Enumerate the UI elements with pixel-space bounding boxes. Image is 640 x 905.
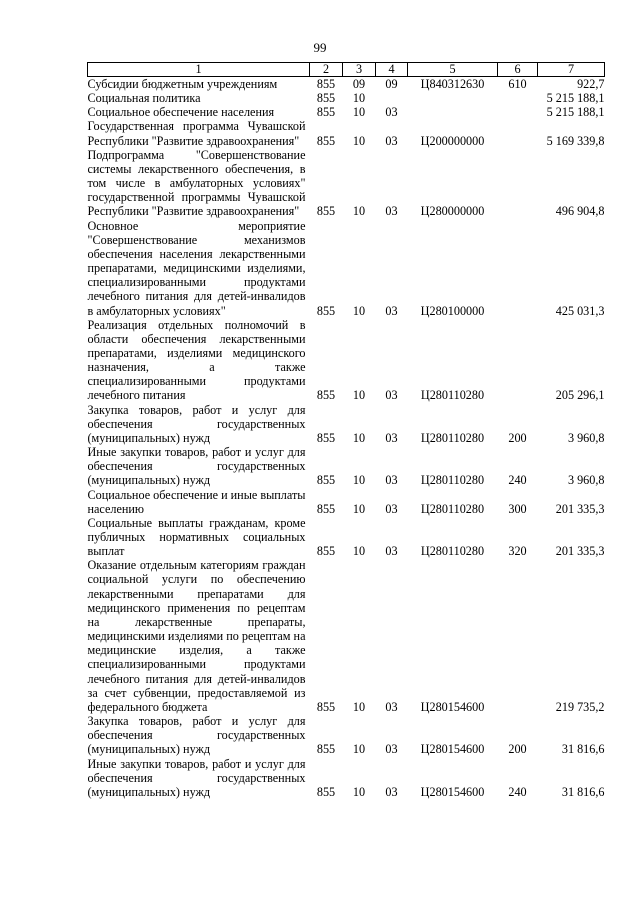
row-vr-cell [498,91,538,105]
row-gr-cell: 855 [316,77,336,91]
row-gr-cell: 855 [316,105,336,120]
row-vr-cell [498,219,538,318]
row-rz-cell: 10 [352,91,366,106]
column-header: 6 [498,63,538,77]
row-rz-cell: 10 [352,784,366,799]
row-vr-cell [498,318,538,403]
row-vr-cell [498,558,538,714]
row-sum-cell: 201 335,3 [555,501,605,516]
row-pr-cell: 09 [385,77,398,91]
row-sum-cell: 219 735,2 [555,699,605,714]
row-sum-cell: 922,7 [577,77,605,91]
row-name-cell: Иные закупки товаров, работ и услуг для обеспечения государственных (муниципальных) нужд [87,756,306,799]
row-csr-cell: Ц280110280 [420,473,485,488]
row-csr-cell: Ц280100000 [420,303,485,318]
row-pr-cell: 03 [385,204,398,219]
row-vr-cell: 240 [508,784,527,799]
row-pr-cell: 03 [385,699,398,714]
row-pr-cell: 03 [385,105,398,120]
row-vr-cell: 300 [508,501,527,516]
row-rz-cell: 10 [352,544,366,559]
column-header: 5 [408,63,498,77]
row-gr-cell: 855 [316,501,336,516]
table-row [88,488,605,516]
row-name-cell: Социальная политика [87,91,201,106]
row-rz-cell: 10 [352,430,366,445]
row-name-cell: Закупка товаров, работ и услуг для обеспечения государственных (муниципальных) нужд [87,402,306,445]
row-pr-cell [376,91,408,105]
row-pr-cell: 03 [385,544,398,559]
row-pr-cell: 03 [385,430,398,445]
row-csr-cell: Ц280154600 [420,699,485,714]
row-name-cell: Реализация отдельных полномочий в области обеспечения лекарственными препаратами, изделиями медицинского назначения, а также специализированными продуктами лечебного питания [87,317,306,403]
page-number: 99 [313,40,327,55]
table-row [88,105,605,119]
table-row [88,558,605,714]
row-rz-cell: 10 [352,105,366,120]
row-sum-cell: 425 031,3 [555,303,605,318]
row-name-cell: Социальное обеспечение населения [87,105,275,120]
row-rz-cell: 10 [352,699,366,714]
row-pr-cell: 03 [385,501,398,516]
row-sum-cell: 3 960,8 [567,430,605,445]
budget-table [87,62,605,799]
table-row [88,714,605,756]
row-pr-cell: 03 [385,742,398,757]
row-rz-cell: 10 [352,473,366,488]
row-vr-cell: 200 [508,742,527,757]
table-row [88,148,605,219]
row-gr-cell: 855 [316,784,336,799]
row-pr-cell: 03 [385,303,398,318]
row-sum-cell: 5 215 188,1 [546,105,605,120]
row-pr-cell: 03 [385,473,398,488]
row-csr-cell: Ц280110280 [420,388,485,403]
row-csr-cell [408,105,498,119]
row-sum-cell: 31 816,6 [561,784,605,799]
row-sum-cell: 5 169 339,8 [546,133,605,148]
row-name-cell: Подпрограмма "Совершенствование системы лекарственного обеспечения, в том числе в амбулаторных условиях" государственной программы Чувашской Республики "Развитие здравоохранения" [87,147,306,219]
row-sum-cell: 205 296,1 [555,388,605,403]
row-name-cell: Социальное обеспечение и иные выплаты населению [87,487,306,516]
table-row [88,91,605,105]
row-name-cell: Оказание отдельным категориям граждан социальной услуги по обеспечению лекарственными препаратами для медицинского применения по рецептам на лекарственные препараты, медицинскими изделиями по рецептам на медицинские изделия, а также специализированными продуктами лечебного питания для детей-инвалидов за счет субвенции, предоставляемой из федерального бюджета [87,558,306,714]
row-sum-cell: 3 960,8 [567,473,605,488]
row-sum-cell: 496 904,8 [555,204,605,219]
row-gr-cell: 855 [316,388,336,403]
row-name-cell: Основное мероприятие "Совершенствование механизмов обеспечения населения лекарственными препаратами, медицинскими изделиями, специализированными продуктами лечебного питания для детей-инвалидов в амбулаторных условиях" [87,218,306,318]
row-rz-cell: 10 [352,742,366,757]
row-name-cell: Государственная программа Чувашской Республики "Развитие здравоохранения" [87,119,306,148]
row-sum-cell: 31 816,6 [561,742,605,757]
row-vr-cell: 240 [508,473,527,488]
row-pr-cell: 03 [385,133,398,148]
row-name-cell: Иные закупки товаров, работ и услуг для обеспечения государственных (муниципальных) нужд [87,445,306,488]
row-rz-cell: 10 [352,133,366,148]
row-name-cell: Субсидии бюджетным учреждениям [87,77,278,91]
column-header: 1 [88,63,310,77]
header-row [88,63,605,77]
row-pr-cell: 03 [385,784,398,799]
table-row [88,77,605,92]
row-csr-cell [408,91,498,105]
table-row [88,318,605,403]
row-sum-cell: 201 335,3 [555,544,605,559]
row-pr-cell: 03 [385,388,398,403]
row-csr-cell: Ц280154600 [420,742,485,757]
row-name-cell: Социальные выплаты гражданам, кроме публичных нормативных социальных выплат [87,515,306,559]
table-row [88,219,605,318]
column-header: 3 [343,63,376,77]
table-row [88,757,605,799]
row-gr-cell: 855 [316,303,336,318]
row-vr-cell: 320 [508,544,527,559]
row-vr-cell [498,148,538,219]
column-header: 7 [538,63,605,77]
row-csr-cell: Ц280000000 [420,204,485,219]
row-gr-cell: 855 [316,133,336,148]
table-row [88,516,605,558]
row-gr-cell: 855 [316,544,336,559]
row-gr-cell: 855 [316,699,336,714]
row-vr-cell: 610 [508,77,527,91]
row-csr-cell: Ц840312630 [420,77,485,91]
row-rz-cell: 10 [352,388,366,403]
row-rz-cell: 10 [352,303,366,318]
table-row [88,403,605,445]
row-rz-cell: 10 [352,501,366,516]
row-name-cell: Закупка товаров, работ и услуг для обеспечения государственных (муниципальных) нужд [87,714,306,757]
row-gr-cell: 855 [316,430,336,445]
row-rz-cell: 10 [352,204,366,219]
column-header: 4 [376,63,408,77]
row-sum-cell: 5 215 188,1 [546,91,605,106]
row-gr-cell: 855 [316,473,336,488]
row-gr-cell: 855 [316,91,336,106]
row-vr-cell [498,119,538,147]
row-vr-cell [498,105,538,119]
column-header: 2 [310,63,343,77]
table-row [88,119,605,147]
table-row [88,445,605,487]
row-gr-cell: 855 [316,742,336,757]
row-gr-cell: 855 [316,204,336,219]
row-rz-cell: 09 [352,77,366,91]
row-vr-cell: 200 [508,430,527,445]
row-csr-cell: Ц280110280 [420,544,485,559]
row-csr-cell: Ц200000000 [420,133,485,148]
row-csr-cell: Ц280154600 [420,784,485,799]
row-csr-cell: Ц280110280 [420,430,485,445]
row-csr-cell: Ц280110280 [420,501,485,516]
